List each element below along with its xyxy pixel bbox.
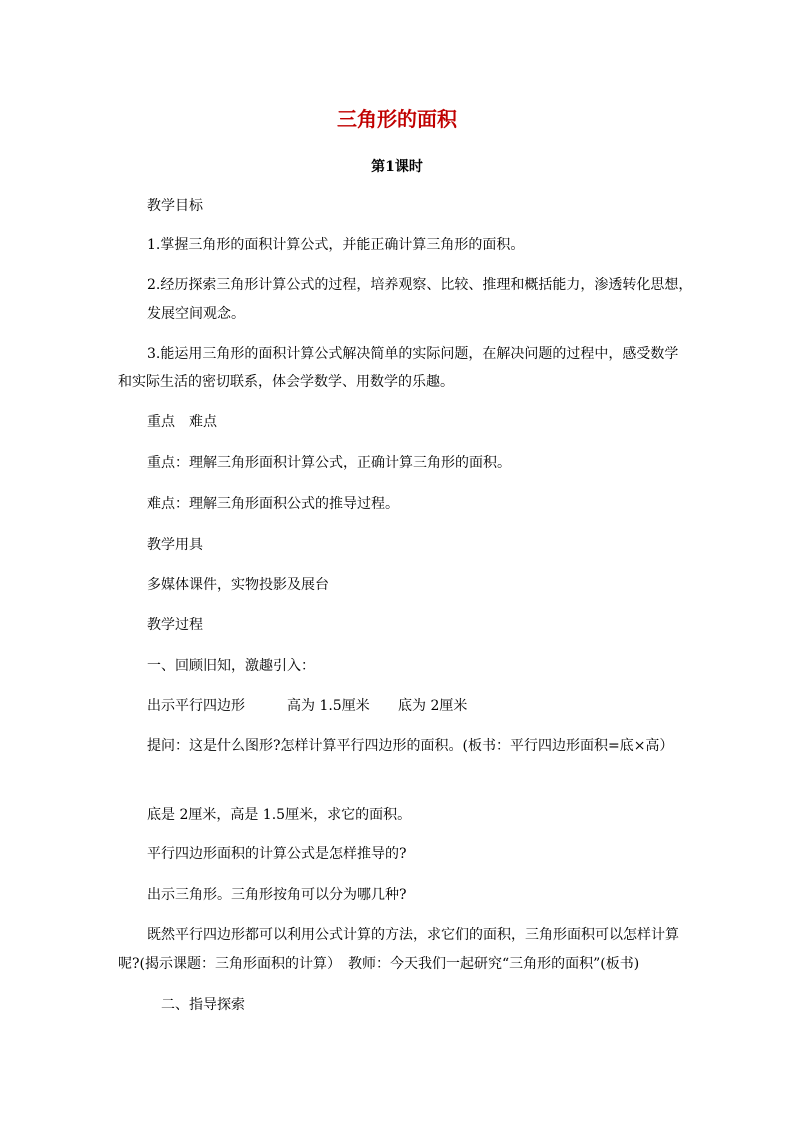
transition-line-2: 呢?(揭示课题：三角形面积的计算） 教师：今天我们一起研究“三角形的面积”(板书)	[118, 956, 640, 972]
question-3: 出示三角形。三角形按角可以分为哪几种?	[147, 887, 407, 903]
transition-line-1: 既然平行四边形都可以利用公式计算的方法，求它们的面积，三角形面积可以怎样计算	[147, 927, 679, 943]
goal-3-line-2: 和实际生活的密切联系，体会学数学、用数学的乐趣。	[118, 374, 454, 390]
calculation-task: 底是 2厘米，高是 1.5厘米，求它的面积。	[147, 807, 412, 823]
show-parallelogram: 出示平行四边形	[147, 698, 245, 714]
tools-heading: 教学用具	[147, 537, 203, 553]
height-value: 高为 1.5厘米	[287, 698, 370, 714]
goals-heading: 教学目标	[147, 198, 203, 214]
base-value: 底为 2厘米	[398, 698, 468, 714]
document-title: 三角形的面积	[337, 107, 457, 131]
process-heading: 教学过程	[147, 617, 203, 633]
section-1-heading: 一、回顾旧知，激趣引入：	[147, 658, 315, 674]
lesson-subtitle: 第1课时	[371, 159, 423, 175]
question-2: 平行四边形面积的计算公式是怎样推导的?	[147, 846, 407, 862]
question-1: 提问：这是什么图形?怎样计算平行四边形的面积。(板书：平行四边形面积=底×高）	[147, 738, 674, 754]
goal-2-line-2: 发展空间观念。	[147, 306, 245, 322]
goal-2-line-1: 2.经历探索三角形计算公式的过程，培养观察、比较、推理和概括能力，渗透转化思想，	[147, 277, 693, 293]
key-points-heading: 重点 难点	[147, 414, 217, 430]
tools-text: 多媒体课件，实物投影及展台	[147, 577, 329, 593]
goal-3-line-1: 3.能运用三角形的面积计算公式解决简单的实际问题，在解决问题的过程中，感受数学	[147, 346, 679, 362]
section-2-heading: 二、指导探索	[161, 997, 245, 1013]
key-point: 重点：理解三角形面积计算公式，正确计算三角形的面积。	[147, 455, 511, 471]
goal-1: 1.掌握三角形的面积计算公式，并能正确计算三角形的面积。	[147, 237, 525, 253]
difficult-point: 难点：理解三角形面积公式的推导过程。	[147, 496, 399, 512]
